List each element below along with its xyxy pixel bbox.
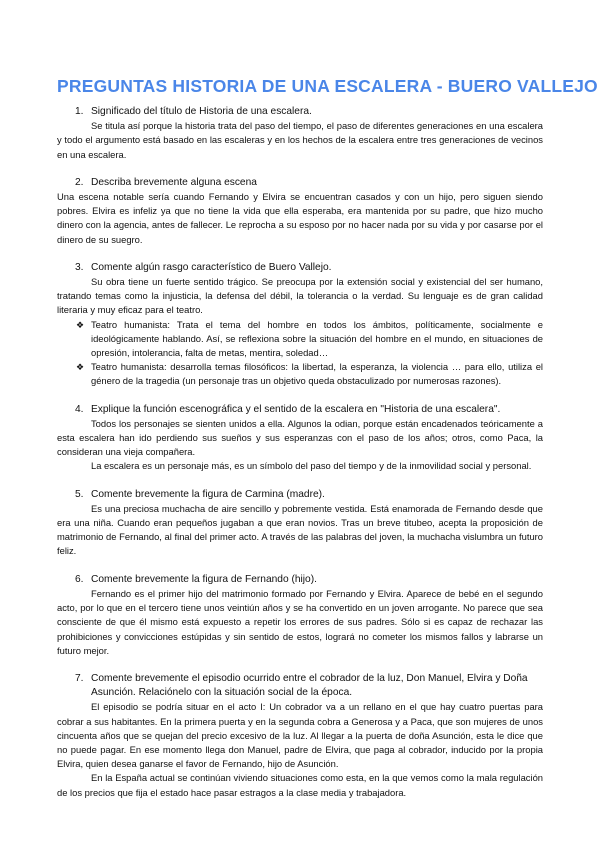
question-3 xyxy=(57,261,543,389)
question-7 xyxy=(57,672,543,800)
question-number: 5. xyxy=(75,488,84,500)
list-item xyxy=(57,360,543,388)
question-heading xyxy=(57,573,543,587)
question-number: 7. xyxy=(75,672,84,684)
question-text: Describa brevemente alguna escena xyxy=(91,176,257,188)
question-number: 4. xyxy=(75,403,84,415)
question-6 xyxy=(57,573,543,658)
question-text: Comente brevemente el episodio ocurrido entre el cobrador de la luz, Don Manuel, Elvira y Doña Asunción. Relaciónelo con la situación social de la época. xyxy=(91,672,528,699)
question-number: 3. xyxy=(75,261,84,273)
answer-paragraph: Su obra tiene un fuerte sentido trágico. Se preocupa por la extensión social y existencial del ser humano, tratando temas como la injusticia, la defensa del débil, la tolerancia o la verdad. Su lenguaje es de gran calidad literaria y muy eficaz para el teatro. xyxy=(57,276,543,316)
answer-paragraph: Fernando es el primer hijo del matrimonio formado por Fernando y Elvira. Aparece de bebé en el segundo acto, por lo que en el tercero tiene unos veintiún años y se ha convertido en un joven arrogante. No parece que sea consciente de que él mismo está expuesto a repetir los errores de sus padres. Sólo si es capaz de rechazar las prohibiciones y convicciones estúpidas y sin sentido de estos, logrará no cometer los mismos fallos y labrarse un futuro mejor. xyxy=(57,587,543,656)
bullet-list xyxy=(57,318,543,389)
answer-paragraph: Es una preciosa muchacha de aire sencillo y pobremente vestida. Está enamorada de Fernando desde que era una niña. Cuando eran pequeños jugaban a que eran novios. Tras un breve titubeo, acepta la proposición de matrimonio de Fernando, al final del primer acto. A través de las palabras del joven, la muchacha vislumbra un futuro feliz. xyxy=(57,502,543,557)
question-heading xyxy=(57,488,543,502)
list-item xyxy=(57,318,543,361)
question-5 xyxy=(57,488,543,559)
question-2 xyxy=(57,176,543,247)
question-heading xyxy=(57,176,543,190)
question-text: Significado del título de Historia de una escalera. xyxy=(91,106,312,117)
answer-paragraph: Todos los personajes se sienten unidos a ella. Algunos la odian, porque están encadenados teóricamente a esta escalera han ido perdiendo sus sueños y sus esperanzas con el paso de los años; otros, como Paca, la consideran una vieja compañera. xyxy=(57,417,543,458)
document-title: PREGUNTAS HISTORIA DE UNA ESCALERA - BUERO VALLEJO xyxy=(57,76,598,96)
answer-paragraph: En la España actual se continúan viviendo situaciones como esta, en la que vemos como la mala regulación de los precios que fija el estado hace pasar estragos a la clase media y trabajadora. xyxy=(57,772,543,798)
question-heading xyxy=(57,403,543,417)
question-heading xyxy=(57,672,543,700)
answer-paragraph: La escalera es un personaje más, es un símbolo del paso del tiempo y de la inmovilidad social y personal. xyxy=(91,460,532,472)
question-text: Explique la función escenográfica y el sentido de la escalera en "Historia de una escalera". xyxy=(91,403,501,415)
diamond-bullet-icon: ❖ xyxy=(76,362,85,373)
question-heading xyxy=(57,105,543,119)
question-text: Comente algún rasgo característico de Buero Vallejo. xyxy=(91,261,332,273)
diamond-bullet-icon: ❖ xyxy=(76,319,85,330)
answer-paragraph: Una escena notable sería cuando Fernando y Elvira se encuentran casados y con un hijo, pero siguen siendo pobres. Elvira es infeliz ya que no tiene la vida que ella esperaba, era mantenida por su padre, que hizo mucho dinero con la agencia, antes de fallecer. Le reprocha a su esposo por no hacer nada por su vida y por casarse por el dinero de su suegro. xyxy=(57,191,543,245)
question-text: Comente brevemente la figura de Carmina (madre). xyxy=(91,488,325,500)
question-4 xyxy=(57,403,543,474)
question-text: Comente brevemente la figura de Fernando (hijo). xyxy=(91,573,317,585)
bullet-text: Teatro humanista: desarrolla temas filosóficos: la libertad, la esperanza, la violencia … para ello, utiliza el género de la tragedia (un personaje tras un objetivo queda obstaculizado por numerosas razones). xyxy=(91,361,543,387)
bullet-text: Teatro humanista: Trata el tema del hombre en todos los ámbitos, políticamente, socialmente e ideológicamente hablando. Así, se reflexiona sobre la situación del hombre en el mundo, en situaciones de opresión, intolerancia, falta de metas, mentira, soledad… xyxy=(91,318,543,359)
question-number: 2. xyxy=(75,176,84,188)
question-number: 6. xyxy=(75,573,84,585)
answer-paragraph: Se titula así porque la historia trata del paso del tiempo, el paso de diferentes generaciones en una escalera y todo el argumento está basado en las escaleras y en los hechos de la escalera entre tres generaciones de vecinos en una escalera. xyxy=(57,120,543,160)
question-heading xyxy=(57,261,543,275)
question-number: 1. xyxy=(75,106,84,117)
question-1 xyxy=(57,105,543,162)
answer-paragraph: El episodio se podría situar en el acto I: Un cobrador va a un rellano en el que hay cuatro puertas para cobrar a sus habitantes. En la primera puerta y en la segunda cobra a Generosa y a Paca, que son mujeres de unos cincuenta años que se quejan del precio excesivo de la luz. Al llegar a la puerta de doña Asunción, esta le dice que no puede pagar. En ese momento llega don Manuel, padre de Elvira, que paga al cobrador, inducido por la propia Elvira, quien desea ganarse el favor de Fernando, hijo de Asunción. xyxy=(57,701,543,770)
